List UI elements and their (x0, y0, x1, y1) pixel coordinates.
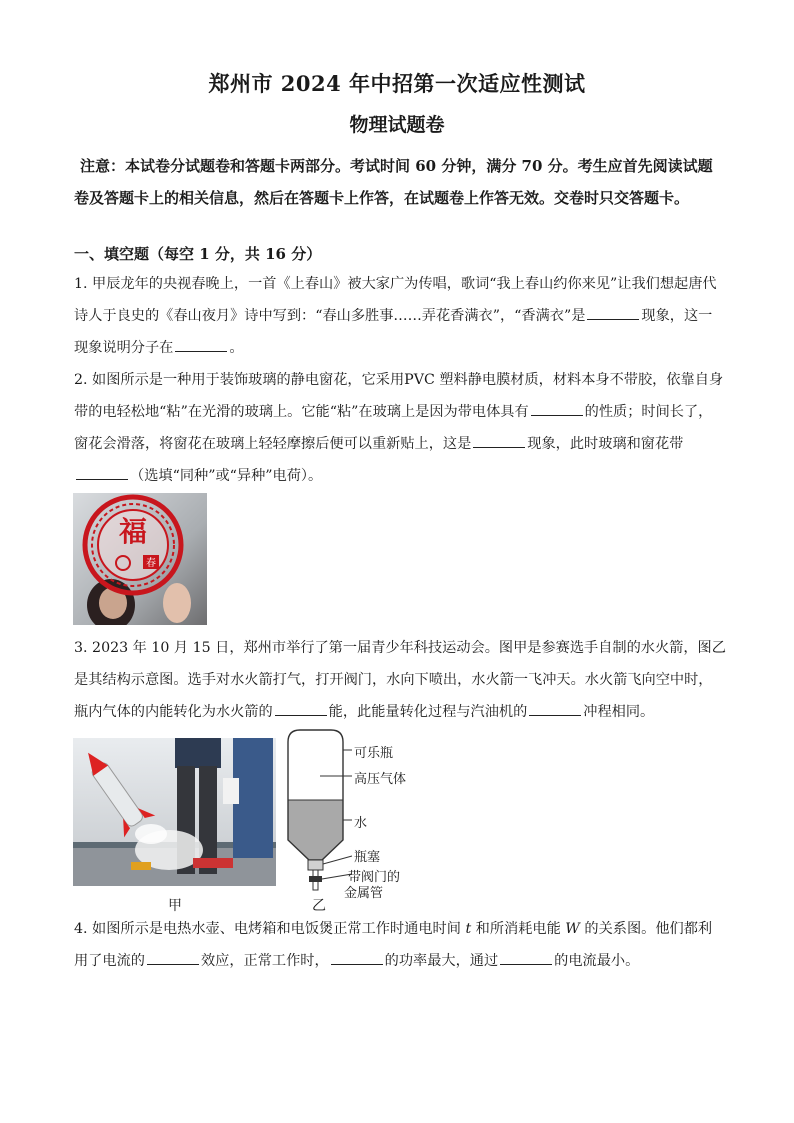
section-heading: 一、填空题（每空 1 分，共 16 分） (74, 245, 322, 263)
answer-blank (175, 337, 227, 352)
answer-blank (587, 305, 639, 320)
spring-seal: 春 (146, 558, 156, 569)
page-subtitle: 物理试题卷 (349, 114, 445, 136)
q2-text-c: 现象，此时玻璃和窗花带 (527, 436, 684, 452)
label-cola-bottle: 可乐瓶 (354, 746, 394, 761)
q3-text-b: 能，此能量转化过程与汽油机的 (328, 704, 528, 720)
q4-text-d: 效应，正常工作时， (200, 953, 329, 969)
q1-text-c: 。 (229, 340, 244, 356)
page-title: 郑州市 2024 年中招第一次适应性测试 (208, 71, 586, 96)
water-rocket-photo (73, 738, 276, 886)
q4-text-a: 4. 如图所示是电热水壶、电烤箱和电饭煲正常工作时通电时间 (74, 921, 466, 937)
q3-text-c: 冲程相同。 (583, 704, 655, 720)
label-water: 水 (354, 816, 368, 831)
answer-blank (531, 401, 583, 416)
question-3 (74, 632, 726, 728)
q4-text-e: 的功率最大，通过 (384, 953, 499, 969)
answer-blank (500, 950, 552, 965)
answer-blank (147, 950, 199, 965)
q1-text-b: 现象，这一现象说明分子在 (74, 308, 713, 356)
q2-text-b: 的性质；时间长了，窗花会滑落，将窗花在玻璃上轻轻摩擦后便可以重新贴上，这是 (74, 404, 713, 452)
figure-caption-yi: 乙 (312, 898, 326, 914)
answer-blank (331, 950, 383, 965)
window-flower-photo (73, 493, 207, 625)
question-2 (74, 364, 726, 492)
question-1 (74, 268, 726, 364)
answer-blank (473, 433, 525, 448)
var-t: t (465, 921, 472, 937)
label-plug: 瓶塞 (354, 850, 381, 865)
fu-character: 福 (118, 515, 148, 548)
q1-text-a: 1. 甲辰龙年的央视春晚上，一首《上春山》被大家广为传唱，歌词“我上春山约你来见”让我们想起唐代诗人于良史的《春山夜月》诗中写到：“春山多胜事……弄花香满衣”，“香满衣”是 (74, 276, 717, 324)
answer-blank (529, 701, 581, 716)
q3-text-a: 3. 2023 年 10 月 15 日，郑州市举行了第一届青少年科技运动会。图甲是参赛选手自制的水火箭，图乙是其结构示意图。选手对水火箭打气，打开阀门，水向下喷出，水火箭一飞冲天。水火箭飞向空中时，瓶内气体的内能转化为水火箭的 (74, 640, 726, 720)
label-high-pressure-gas: 高压气体 (354, 772, 407, 787)
q4-text-f: 的电流最小。 (554, 953, 640, 969)
label-valve-line1: 带阀门的 (348, 870, 401, 885)
var-w: W (565, 921, 580, 937)
label-valve-line2: 金属管 (344, 886, 384, 901)
q2-text-a: 2. 如图所示是一种用于装饰玻璃的静电窗花，它采用PVC 塑料静电膜材质，材料本身不带胶，依靠自身带的电轻松地“粘”在光滑的玻璃上。它能“粘”在玻璃上是因为带电体具有 (74, 372, 724, 420)
q4-text-b: 和所消耗电能 (471, 921, 566, 937)
q4-text-c: 的关系图。他们都利用了电流的 (74, 921, 713, 969)
q2-text-d: （选填“同种”或“异种”电荷）。 (130, 468, 323, 484)
exam-notice: 注意：本试卷分试题卷和答题卡两部分。考试时间 60 分钟，满分 70 分。考生应首先阅读试题卷及答题卡上的相关信息，然后在答题卡上作答，在试题卷上作答无效。交卷时只交答题卡。 (74, 157, 713, 207)
answer-blank (275, 701, 327, 716)
answer-blank (76, 465, 128, 480)
figure-caption-jia: 甲 (168, 898, 182, 914)
question-4 (74, 913, 726, 977)
